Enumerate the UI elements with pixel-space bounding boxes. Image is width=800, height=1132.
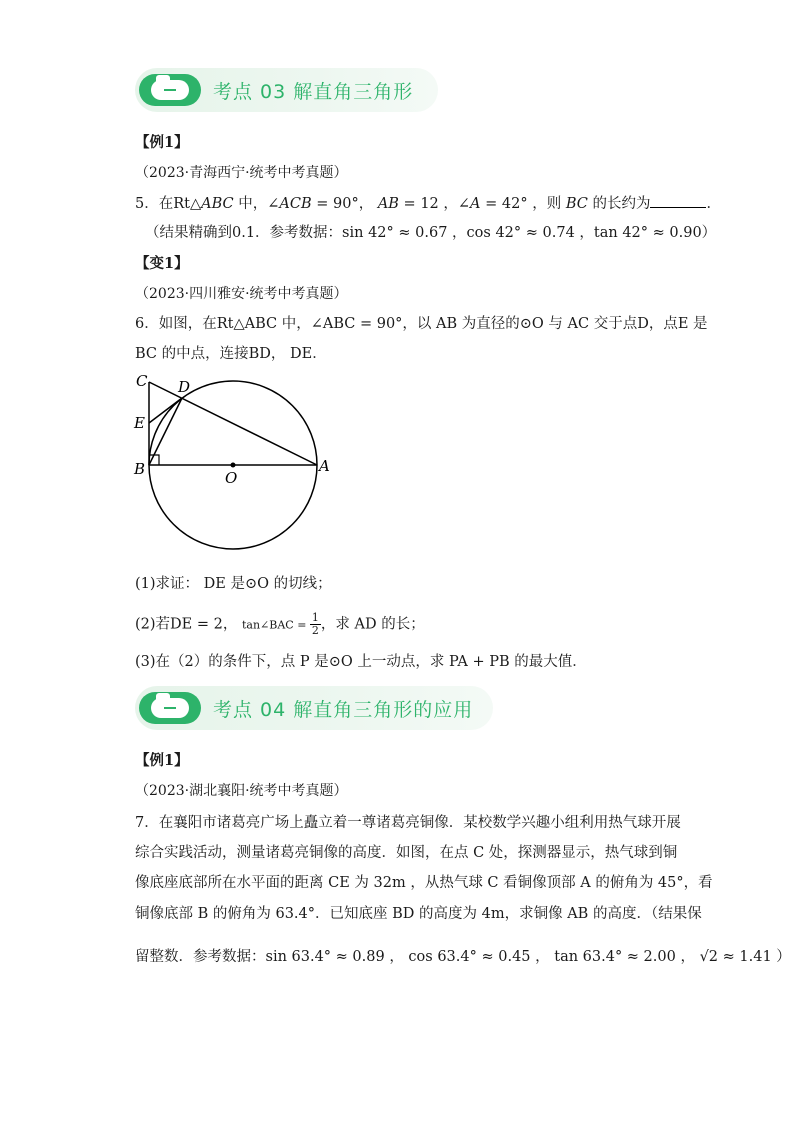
question-7-line5: 留整数．参考数据：sin 63.4° ≈ 0.89 ， cos 63.4° ≈ 0.45 ， tan 63.4° ≈ 2.00 ， √2 ≈ 1.41 ） [135,949,791,965]
center-point [231,463,236,468]
section-title: 考点 03 解直角三角形 [213,81,414,103]
example-tag: 【例1】 [135,134,189,151]
segment-ca [149,382,317,465]
question-6-part1: (1)求证： DE 是⊙O 的切线； [135,576,332,592]
circle-geometry-figure [128,370,338,570]
section-title: 考点 04 解直角三角形的应用 [213,699,474,721]
question-6-line1: 6．如图，在Rt△ABC 中，∠ABC = 90°，以 AB 为直径的⊙O 与 AC 交于点D，点E 是 [135,316,708,332]
example-tag: 【例1】 [135,752,189,769]
question-6-part2: (2)若DE = 2， tan∠BAC = $\frac{1}{2}$ ，求 AD 的长； [135,611,425,637]
question-6-line2: BC 的中点，连接BD， DE． [135,346,327,362]
question-7-line1: 7．在襄阳市诸葛亮广场上矗立着一尊诸葛亮铜像．某校数学兴趣小组利用热气球开展 [135,815,681,831]
label-a: A [319,457,330,475]
question-7-line2: 综合实践活动，测量诸葛亮铜像的高度．如图，在点 C 处，探测器显示，热气球到铜 [135,845,678,861]
question-7-line4: 铜像底部 B 的俯角为 63.4°．已知底座 BD 的高度为 4m，求铜像 AB 的高度．（结果保 [135,906,702,922]
label-o: O [225,469,238,487]
answer-blank [650,193,706,208]
section-banner-03 [135,68,438,112]
question-7-line3: 像底座底部所在水平面的距离 CE 为 32m ，从热气球 C 看铜像顶部 A 的俯角为 45°，看 [135,875,713,891]
variant-source: （2023·四川雅安·统考中考真题） [135,286,348,302]
folder-icon [139,74,201,106]
question-5-line1: 5．在Rt△ABC 中，∠ACB = 90°， AB = 12 ，∠A = 42° ，则 BC 的长约为 ． [135,193,721,214]
label-e: E [134,414,145,432]
label-c: C [136,372,148,390]
example-source: （2023·青海西宁·统考中考真题） [135,165,348,181]
label-b: B [134,460,146,478]
folder-icon [139,692,201,724]
label-d: D [178,378,191,396]
question-6-part3: (3)在（2）的条件下，点 P 是⊙O 上一动点，求 PA + PB 的最大值． [135,654,587,670]
variant-tag: 【变1】 [135,255,189,272]
example-source: （2023·湖北襄阳·统考中考真题） [135,783,348,799]
segment-de [149,398,182,423]
section-banner-04 [135,686,493,730]
question-5-line2: （结果精确到0.1．参考数据：sin 42° ≈ 0.67 ，cos 42° ≈ 0.74 ，tan 42° ≈ 0.90） [145,225,717,241]
